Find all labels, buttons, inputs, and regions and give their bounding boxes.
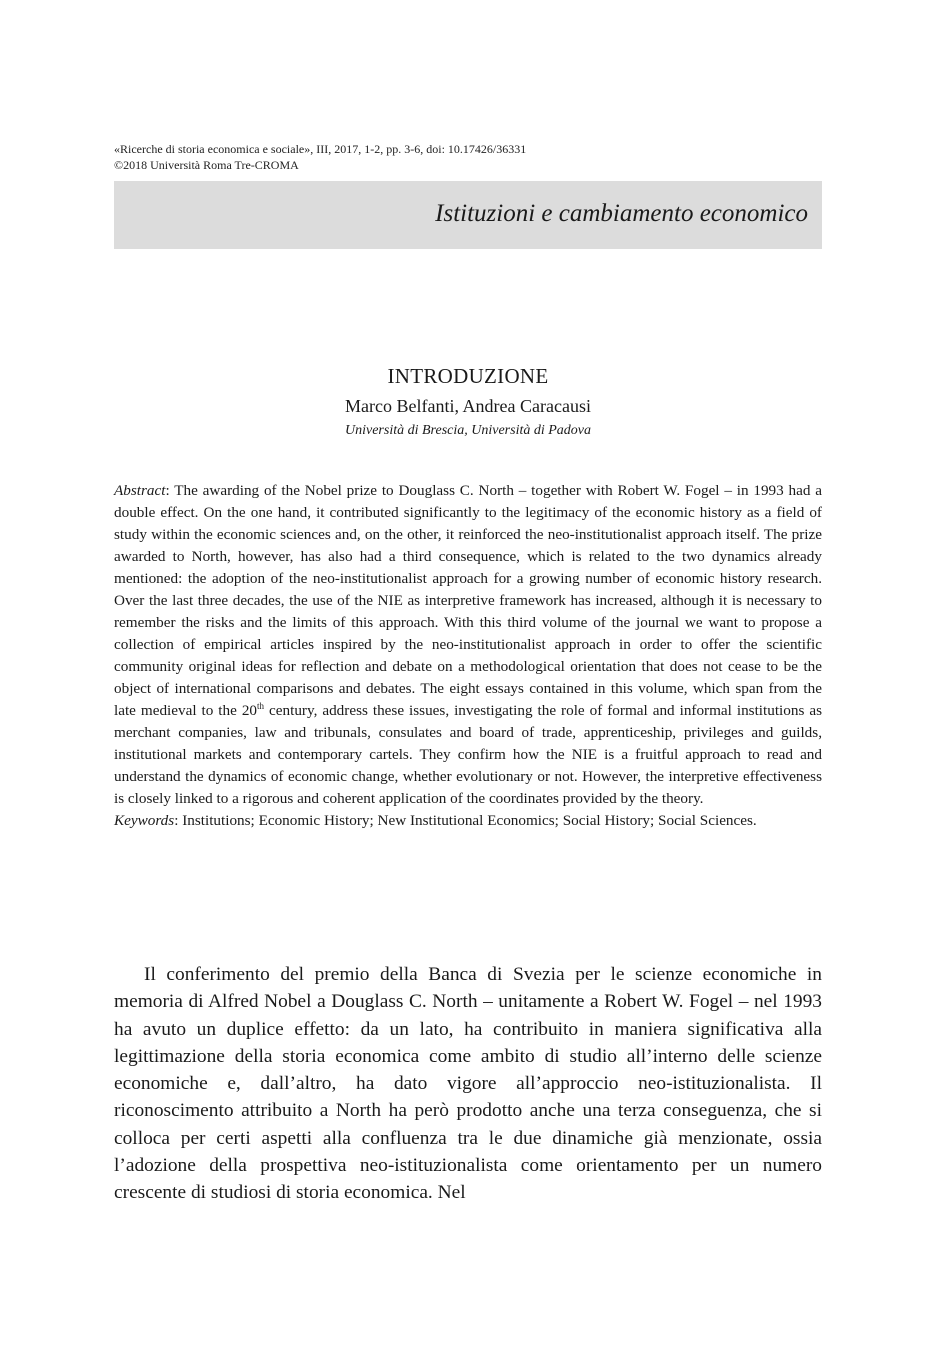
citation-header [114,141,526,173]
article-title: INTRODUZIONE [387,364,549,388]
keywords-text: : Institutions; Economic History; New Institutional Economics; Social History; Social Sciences. [174,812,757,829]
journal-page [114,0,822,1361]
keywords-label: Keywords [114,812,175,829]
article-authors: Marco Belfanti, Andrea Caracausi [345,396,591,416]
body-paragraph: Il conferimento del premio della Banca di Svezia per le scienze economiche in memoria di Alfred Nobel a Douglass C. North – unitamente a Robert W. Fogel – nel 1993 ha avuto un duplice effetto: da un lato, ha contribuito in maniera significativa alla legittimazione della storia economica come ambito di studio all’interno delle scienze economiche e, dall’altro, ha dato vigore all’approccio neo-istituzionalista. Il riconoscimento attribuito a North ha però prodotto anche una terza conseguenza, che si colloca per certi aspetti alla confluenza tra le due dinamiche già menzionate, ossia l’adozione della prospettiva neo-istituzionalista come orientamento per un numero crescente di studiosi di storia economica. Nel [114,964,822,1204]
abstract-section [114,480,822,832]
abstract-text-continued: century, address these issues, investigating the role of formal and informal institutions as merchant companies, law and tribunals, consulates and board of trade, apprenticeship, privileges and guilds, institutional markets and contemporary cartels. They confirm how the NIE is a fruitful approach to read and understand the dynamics of economic change, whether evolutionary or not. However, the interpretive effectiveness is closely linked to a rigorous and coherent application of the coordinates provided by the theory. [114,702,822,807]
abstract-text: : The awarding of the Nobel prize to Douglass C. North – together with Robert W. Fogel – in 1993 had a double effect. On the one hand, it contributed significantly to the legitimacy of the economic history as a field of study within the economic sciences and, on the other, it reinforced the neo-institutionalist approach itself. The prize awarded to North, however, has also had a third consequence, which is related to the two dynamics already mentioned: the adoption of the neo-institutionalist approach for a growing number of economic history research. Over the last three decades, the use of the NIE as interpretive framework has increased, although it is necessary to remember the risks and the limits of this approach. With this third volume of the journal we want to propose a collection of empirical articles inspired by the neo-institutionalist approach in order to offer the scientific community original ideas for reflection and debate on a methodological orientation that does not cease to be the object of international comparisons and debates. The eight essays contained in this volume, which span from the late medieval to the 20 [114,482,822,719]
article-heading [114,362,822,441]
abstract-paragraph [114,480,822,810]
abstract-superscript: th [257,700,265,711]
author-affiliations: Università di Brescia, Università di Padova [345,423,591,438]
citation-line: «Ricerche di storia economica e sociale», III, 2017, 1-2, pp. 3-6, doi: 10.17426/36331 [114,142,527,156]
section-banner [114,181,822,249]
copyright-line: ©2018 Università Roma Tre-CROMA [114,158,299,172]
abstract-label: Abstract [114,482,166,499]
keywords-paragraph [114,810,822,832]
section-title: Istituzioni e cambiamento economico [435,200,808,227]
